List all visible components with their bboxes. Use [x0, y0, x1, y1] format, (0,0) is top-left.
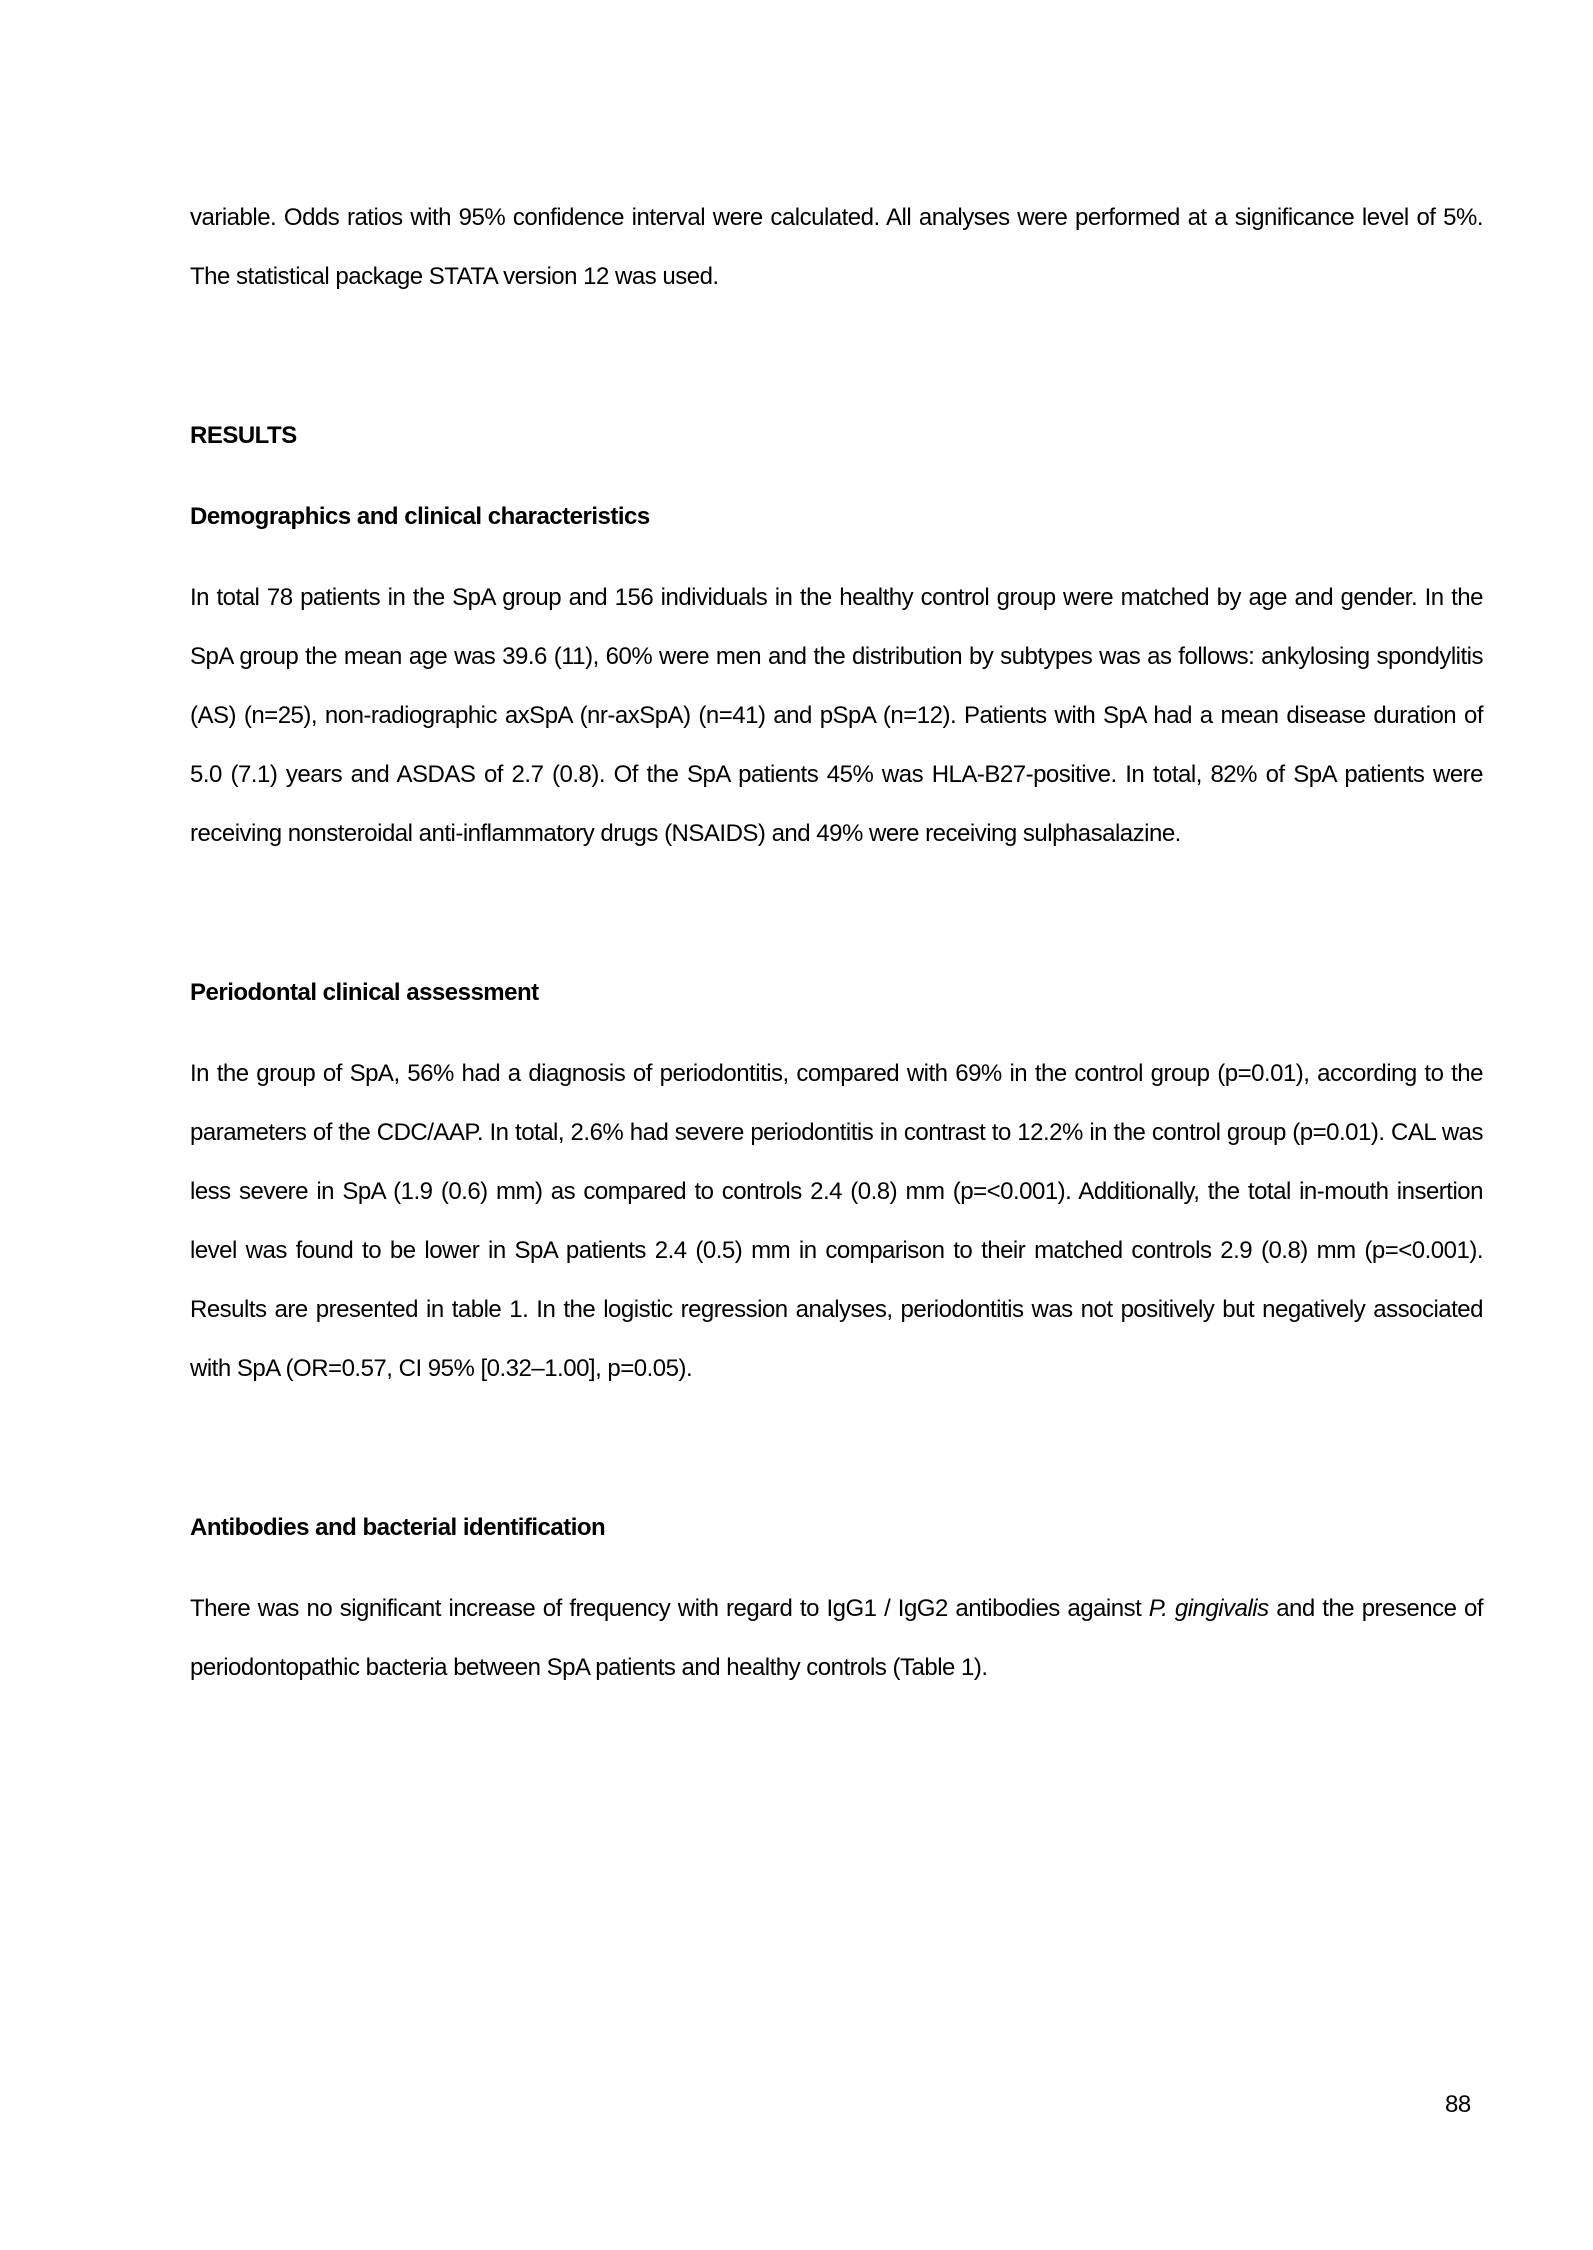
subsection-heading-periodontal: Periodontal clinical assessment	[190, 979, 539, 1006]
spacer	[190, 1557, 1483, 1579]
species-name-italic: P. gingivalis	[1148, 1595, 1269, 1622]
page-number: 88	[1445, 2091, 1471, 2118]
paragraph-text: There was no significant increase of frequency with regard to IgG1 / IgG2 antibodies against	[190, 1595, 1149, 1622]
paragraph-periodontal: In the group of SpA, 56% had a diagnosis of periodontitis, compared with 69% in the control group (p=0.01), according to the parameters of the CDC/AAP. In total, 2.6% had severe periodontitis in contrast to 12.2% in the control group (p=0.01). CAL was less severe in SpA (1.9 (0.6) mm) as compared to controls 2.4 (0.8) mm (p=<0.001). Additionally, the total in-mouth insertion level was found to be lower in SpA patients 2.4 (0.5) mm in comparison to their matched controls 2.9 (0.8) mm (p=<0.001). Results are presented in table 1. In the logistic regression analyses, periodontitis was not positively but negatively associated with SpA (OR=0.57, CI 95% [0.32–1.00], p=0.05).	[190, 1060, 1483, 1382]
subsection-heading-demographics: Demographics and clinical characteristics	[190, 503, 650, 530]
paragraph-text: and the presence of periodontopathic bacteria between SpA patients and healthy controls (Table 1).	[190, 1595, 1483, 1681]
spacer	[190, 546, 1483, 568]
spacer	[190, 306, 1483, 406]
subsection-heading-antibodies: Antibodies and bacterial identification	[190, 1514, 606, 1541]
spacer	[190, 863, 1483, 963]
spacer	[190, 465, 1483, 487]
spacer	[190, 1022, 1483, 1044]
intro-paragraph: variable. Odds ratios with 95% confidence interval were calculated. All analyses were performed at a significance level of 5%. The statistical package STATA version 12 was used.	[190, 204, 1483, 290]
section-title-results: RESULTS	[190, 422, 297, 449]
paragraph-antibodies	[190, 1579, 1483, 1697]
spacer	[190, 1398, 1483, 1498]
paragraph-demographics: In total 78 patients in the SpA group and 156 individuals in the healthy control group were matched by age and gender. In the SpA group the mean age was 39.6 (11), 60% were men and the distribution by subtypes was as follows: ankylosing spondylitis (AS) (n=25), non-radiographic axSpA (nr-axSpA) (n=41) and pSpA (n=12). Patients with SpA had a mean disease duration of 5.0 (7.1) years and ASDAS of 2.7 (0.8). Of the SpA patients 45% was HLA-B27-positive. In total, 82% of SpA patients were receiving nonsteroidal anti-inflammatory drugs (NSAIDS) and 49% were receiving sulphasalazine.	[190, 584, 1483, 847]
page-body	[190, 188, 1483, 1697]
